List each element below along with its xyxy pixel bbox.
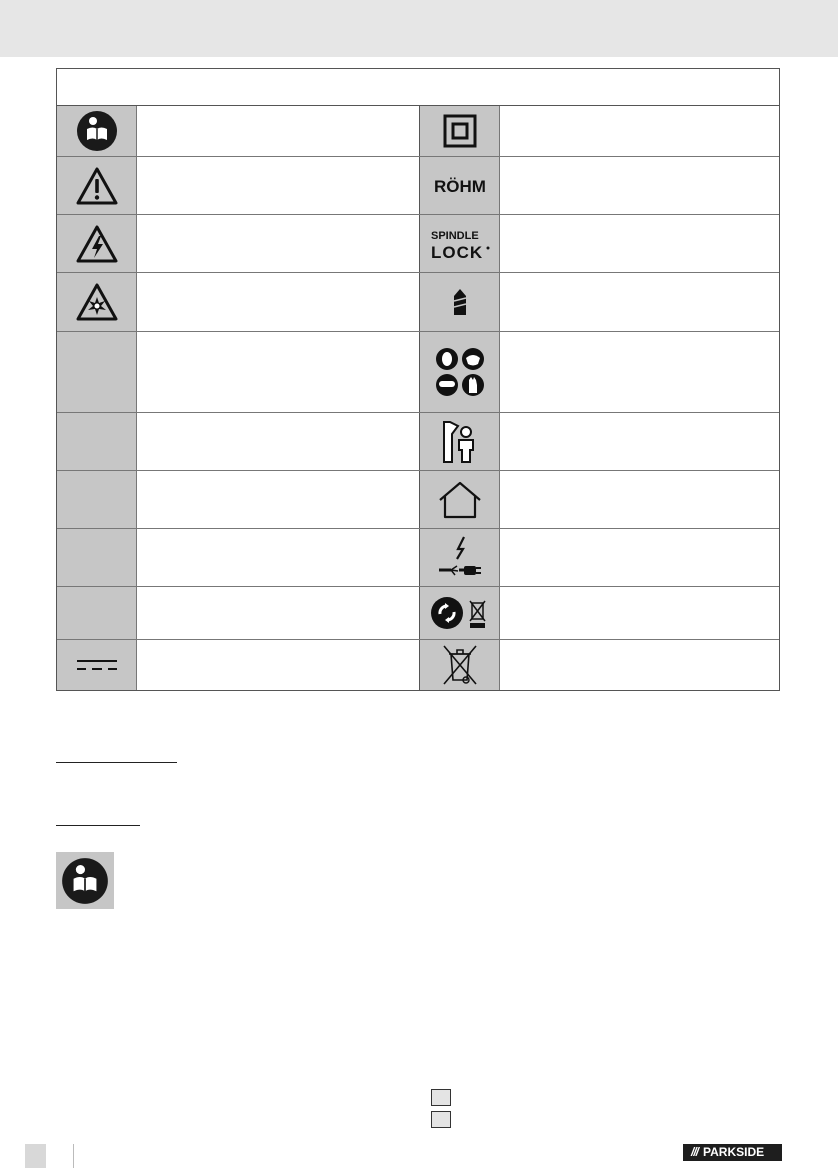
read-manual-icon [61,857,109,905]
brand-name: PARKSIDE [703,1145,765,1159]
description-cell [500,157,779,214]
table-row [57,587,779,640]
description-cell [137,106,420,156]
table-row [57,157,779,215]
description-cell [500,106,779,156]
recycling-icons [430,595,490,631]
protective-equipment-icon [435,347,485,397]
icon-cell [420,640,500,690]
drill-bit-icon [452,288,468,316]
icon-cell [57,529,137,586]
eye-protection-icon [436,374,458,396]
unplug-before-work-icon [437,535,483,581]
icon-cell [57,640,137,690]
crossed-bin-small-icon [470,601,485,628]
page-header-band [0,0,838,57]
spindle-lock-icon [429,227,491,261]
language-box [431,1111,451,1128]
icon-cell [57,273,137,331]
description-cell [137,471,420,528]
brand-slashes: /// [691,1145,699,1159]
description-cell [500,587,779,639]
svg-text:SPINDLE: SPINDLE [430,229,479,242]
description-cell [137,157,420,214]
icon-cell [420,471,500,528]
green-dot-icon [431,597,463,629]
section-heading-underline [56,762,177,763]
warning-triangle-icon [76,167,118,205]
description-cell [500,471,779,528]
description-cell [500,640,779,690]
icon-cell [420,587,500,639]
icon-cell [57,413,137,470]
footer-divider [73,1144,74,1168]
dc-current-icon [75,658,119,672]
description-cell [137,587,420,639]
keep-children-away-icon [440,420,480,464]
rohm-logo [430,176,490,196]
description-cell [137,529,420,586]
icon-cell [420,273,500,331]
icon-cell [420,157,500,214]
icon-cell [420,332,500,412]
description-cell [500,413,779,470]
table-row [57,332,779,413]
table-row [57,640,779,690]
icon-cell [420,413,500,470]
electric-shock-warning-icon [76,225,118,263]
table-row [57,106,779,157]
svg-text:RÖHM: RÖHM [433,176,486,196]
table-header-row [57,69,779,106]
explosion-warning-icon [76,283,118,321]
table-row [57,471,779,529]
read-manual-icon [76,110,118,152]
manual-notice-icon-box [56,852,114,909]
description-cell [137,413,420,470]
icon-cell [57,332,137,412]
icon-cell [57,106,137,156]
icon-cell [57,587,137,639]
indoor-use-icon [437,480,483,520]
table-row [57,215,779,273]
icon-cell [420,106,500,156]
description-cell [500,332,779,412]
description-cell [500,273,779,331]
icon-cell [57,471,137,528]
description-cell [137,215,420,272]
table-row [57,413,779,471]
description-cell [500,215,779,272]
symbol-legend-table [56,68,780,691]
page-number-tab [25,1144,46,1168]
icon-cell [420,215,500,272]
description-cell [137,273,420,331]
protection-class-ii-icon [443,114,477,148]
weee-crossed-bin-icon [441,644,479,686]
table-row [57,529,779,587]
description-cell [137,332,420,412]
parkside-logo [683,1144,782,1161]
protective-gloves-icon [462,374,484,396]
svg-text:LOCK: LOCK [430,242,483,261]
language-box [431,1089,451,1106]
icon-cell [420,529,500,586]
description-cell [137,640,420,690]
icon-cell [57,157,137,214]
subsection-heading-underline [56,825,140,826]
table-row [57,273,779,332]
icon-cell [57,215,137,272]
hearing-protection-icon [436,348,458,370]
dust-mask-icon [462,348,484,370]
description-cell [500,529,779,586]
